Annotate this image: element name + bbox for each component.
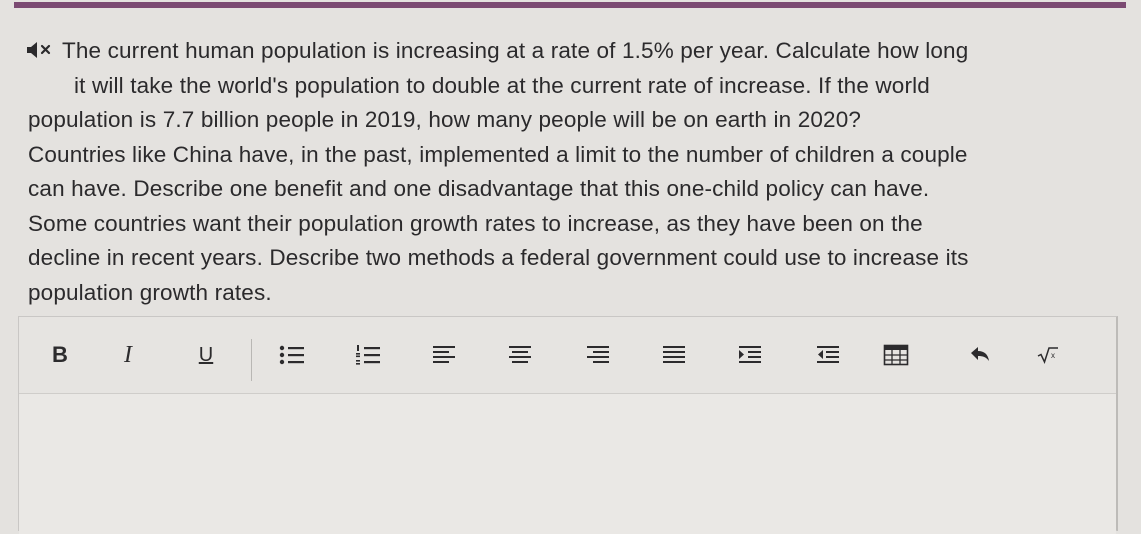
question-text xyxy=(28,34,1118,310)
question-line: decline in recent years. Describe two methods a federal government could use to increase its xyxy=(28,245,969,270)
toolbar-separator xyxy=(251,339,252,381)
top-accent-bar xyxy=(14,2,1126,8)
align-left-icon xyxy=(432,344,456,366)
align-center-icon xyxy=(508,344,532,366)
indent-decrease-icon xyxy=(816,344,840,366)
svg-text:x: x xyxy=(1051,351,1055,360)
italic-button[interactable]: I xyxy=(124,341,132,368)
undo-icon xyxy=(968,345,992,365)
editor-toolbar xyxy=(19,317,1116,394)
answer-text-area[interactable] xyxy=(19,394,1116,534)
rich-text-editor xyxy=(18,316,1118,531)
indent-increase-icon xyxy=(738,344,762,366)
align-justify-button[interactable] xyxy=(659,342,689,368)
bold-button[interactable]: B xyxy=(52,342,68,367)
bullet-list-button[interactable] xyxy=(277,342,307,368)
bullet-list-icon xyxy=(279,344,305,366)
question-line: Countries like China have, in the past, implemented a limit to the number of children a couple xyxy=(28,141,968,167)
equation-button[interactable] xyxy=(1033,342,1063,368)
question-line: Some countries want their population growth rates to increase, as they have been on the xyxy=(28,210,923,236)
insert-table-button[interactable] xyxy=(881,342,911,368)
table-icon xyxy=(883,344,909,366)
question-line: can have. Describe one benefit and one disadvantage that this one-child policy can have. xyxy=(28,176,930,201)
align-center-button[interactable] xyxy=(505,342,535,368)
numbered-list-button[interactable] xyxy=(353,342,383,368)
indent-increase-button[interactable] xyxy=(735,342,765,368)
question-line-text: The current human population is increasing at a rate of 1.5% per year. Calculate how long xyxy=(62,38,969,63)
question-line: population growth rates. xyxy=(28,279,272,305)
numbered-list-icon xyxy=(355,344,381,366)
square-root-icon xyxy=(1037,345,1059,365)
underline-button[interactable]: U xyxy=(198,343,214,366)
question-line: it will take the world's population to double at the current rate of increase. If the world xyxy=(74,72,930,98)
undo-button[interactable] xyxy=(965,342,995,368)
align-justify-icon xyxy=(662,344,686,366)
question-line xyxy=(28,34,1118,69)
align-left-button[interactable] xyxy=(429,342,459,368)
question-line: population is 7.7 billion people in 2019, how many people will be on earth in 2020? xyxy=(28,107,862,132)
speaker-muted-icon[interactable] xyxy=(26,36,54,56)
align-right-icon xyxy=(586,344,610,366)
indent-decrease-button[interactable] xyxy=(813,342,843,368)
align-right-button[interactable] xyxy=(583,342,613,368)
